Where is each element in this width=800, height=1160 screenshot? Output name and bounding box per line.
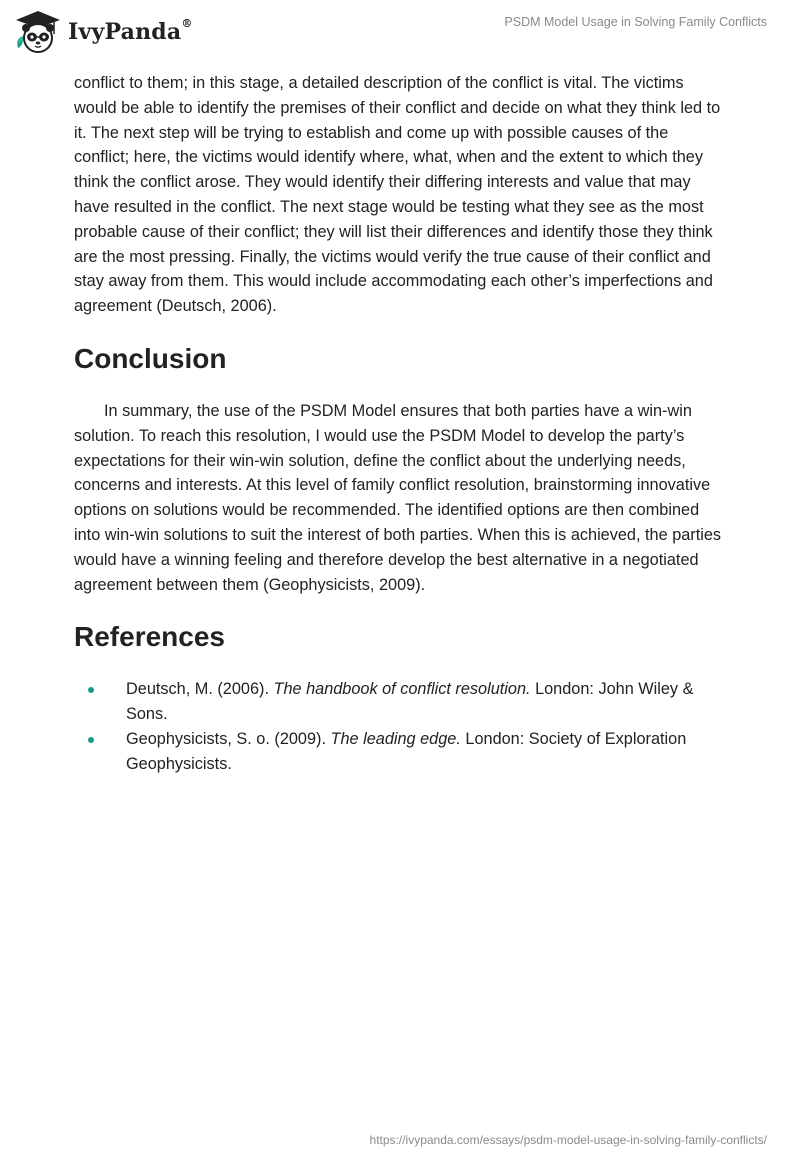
running-title: PSDM Model Usage in Solving Family Conflicts [504,15,767,29]
page-header [0,0,800,64]
references-heading: References [74,621,225,653]
reference-publisher: London: Society of Exploration Geophysicists. [126,729,687,773]
conclusion-heading: Conclusion [74,342,227,374]
conclusion-paragraph: In summary, the use of the PSDM Model ensures that both parties have a win-win solution. To reach this resolution, I would use the PSDM Model to develop the party’s expectations for their win-win solution, define the conflict about the underlying needs, concerns and interests. At this level of family conflict resolution, brainstorming innovative options on solutions would be recommended. The identified options are then combined into win-win solutions to suit the interest of both parties. When this is achieved, the parties would have a winning feeling and therefore develop the best alternative in a negotiated agreement between them (Geophysicists, 2009). [74,401,722,594]
reference-author: Deutsch, M. (2006). [126,680,274,699]
registered-mark: ® [181,17,193,30]
essay-content [74,71,724,777]
panda-graduate-icon [14,8,62,56]
reference-publisher: London: John Wiley & Sons. [126,680,694,724]
ivypanda-logo[interactable] [14,8,193,56]
footer-source-link[interactable]: https://ivypanda.com/essays/psdm-model-usage-in-solving-family-conflicts/ [369,1133,767,1147]
intro-paragraph: conflict to them; in this stage, a detailed description of the conflict is vital. The victims would be able to identify the premises of their conflict and decide on what they think led to it. The next step will be trying to establish and come up with possible causes of the conflict; here, the victims would identify where, what, when and the extent to which they think the conflict arose. They would identify their differing interests and value that may have resulted in the conflict. The next stage would be testing what they see as the most probable cause of their conflict; they will list their differences and identify those they think are the most pressing. Finally, the victims would verify the true cause of their conflict and stay away from them. This would include accommodating each other’s imperfections and agreement (Deutsch, 2006). [74,74,721,316]
reference-title: The leading edge. [330,729,461,748]
reference-title: The handbook of conflict resolution. [273,680,531,699]
brand-name: IvyPanda® [68,17,193,45]
bullet-icon [88,737,94,743]
reference-item [74,677,724,727]
reference-item [74,727,724,777]
reference-author: Geophysicists, S. o. (2009). [126,729,331,748]
references-list [74,677,724,776]
bullet-icon [88,687,94,693]
